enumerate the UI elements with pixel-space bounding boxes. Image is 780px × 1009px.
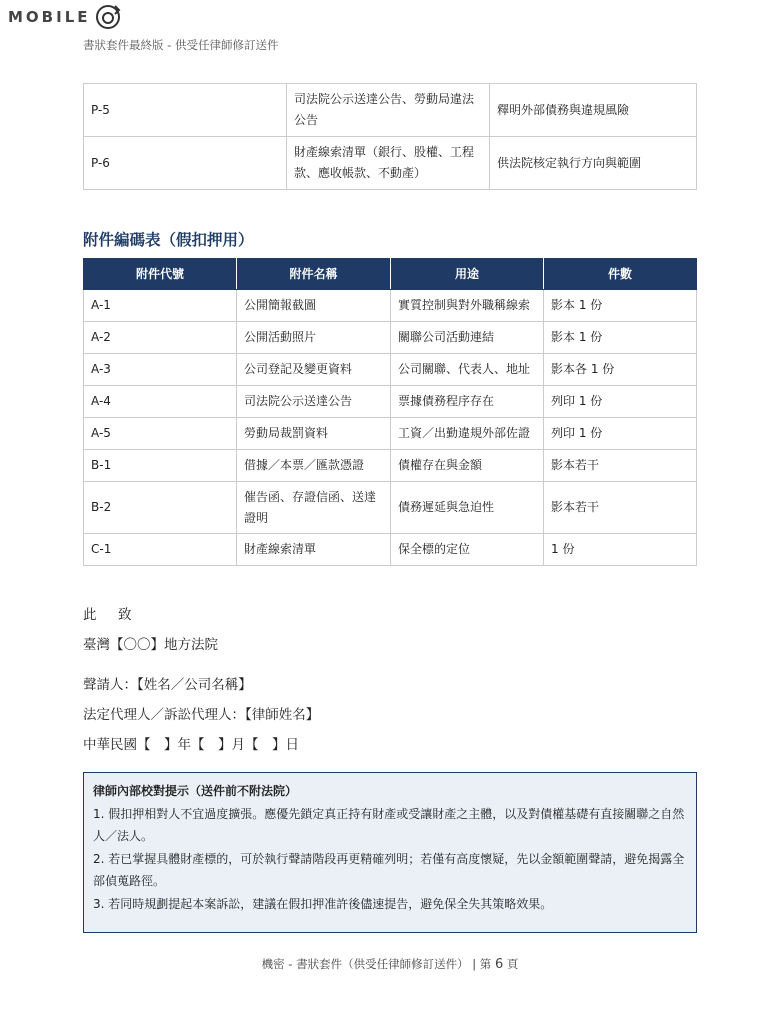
salutation: 此 致 (83, 607, 136, 623)
cell-name: 催告函、存證信函、送達證明 (237, 482, 391, 534)
applicant-line: 聲請人：【姓名／公司名稱】 (83, 677, 252, 693)
table-row (84, 84, 697, 137)
table-row (84, 386, 697, 418)
footer-page-prefix: | 第 (472, 957, 492, 971)
page-footer (0, 956, 780, 972)
cell-name: 財產線索清單 (237, 534, 391, 566)
cell-purpose: 工資／出勤違規外部佐證 (391, 418, 544, 450)
note-item: 2. 若已掌握具體財產標的，可於執行聲請階段再更精確列明；若僅有高度懷疑，先以金額範圍聲請，避免揭露全部偵蒐路徑。 (93, 851, 685, 888)
cell-name: 司法院公示送達公告 (237, 386, 391, 418)
header-name: 附件名稱 (237, 259, 391, 290)
document-header: 書狀套件最終版 - 供受任律師修訂送件 (83, 38, 279, 52)
cell-purpose: 公司關聯、代表人、地址 (391, 354, 544, 386)
cell-name: 公司登記及變更資料 (237, 354, 391, 386)
section-title: 附件編碼表（假扣押用） (83, 231, 254, 249)
site-logo (8, 4, 121, 30)
table-row (84, 418, 697, 450)
cell-count: 列印 1 份 (544, 386, 697, 418)
cell-name: 財產線索清單（銀行、股權、工程款、應收帳款、不動產） (287, 137, 490, 190)
cell-purpose: 供法院核定執行方向與範圍 (490, 137, 697, 190)
cell-code: A-3 (84, 354, 237, 386)
header-count: 件數 (544, 259, 697, 290)
cell-code: A-4 (84, 386, 237, 418)
court-name: 臺灣【〇〇】地方法院 (83, 637, 218, 653)
cell-purpose: 關聯公司活動連結 (391, 322, 544, 354)
cell-purpose: 保全標的定位 (391, 534, 544, 566)
footer-page-suffix: 頁 (506, 957, 519, 971)
header-purpose: 用途 (391, 259, 544, 290)
note-item: 1. 假扣押相對人不宜過度擴張。應優先鎖定真正持有財產或受讓財產之主體，以及對債權基礎有直接關聯之自然人／法人。 (93, 806, 685, 843)
cell-code: C-1 (84, 534, 237, 566)
cell-purpose: 實質控制與對外職稱線索 (391, 290, 544, 322)
table-row (84, 450, 697, 482)
cell-purpose: 債務遲延與急迫性 (391, 482, 544, 534)
mobile01-logo-icon (95, 4, 121, 30)
cell-count: 影本若干 (544, 482, 697, 534)
header-code: 附件代號 (84, 259, 237, 290)
cell-purpose: 債權存在與金額 (391, 450, 544, 482)
cell-name: 司法院公示送達公告、勞動局違法公告 (287, 84, 490, 137)
table-row (84, 354, 697, 386)
cell-count: 影本各 1 份 (544, 354, 697, 386)
cell-code: A-5 (84, 418, 237, 450)
agent-line: 法定代理人／訴訟代理人：【律師姓名】 (83, 707, 320, 723)
cell-code: B-2 (84, 482, 237, 534)
table-row (84, 137, 697, 190)
cell-count: 列印 1 份 (544, 418, 697, 450)
internal-review-note (83, 772, 697, 933)
cell-count: 影本 1 份 (544, 322, 697, 354)
evidence-table-continued (83, 83, 697, 190)
cell-purpose: 票據債務程序存在 (391, 386, 544, 418)
table-row (84, 482, 697, 534)
cell-code: P-6 (84, 137, 287, 190)
table-row (84, 290, 697, 322)
cell-count: 1 份 (544, 534, 697, 566)
cell-count: 影本若干 (544, 450, 697, 482)
footer-text: 機密 - 書狀套件（供受任律師修訂送件） (261, 957, 469, 971)
note-title: 律師內部校對提示（送件前不附法院） (93, 784, 298, 798)
table-header-row (84, 259, 697, 290)
cell-name: 借據／本票／匯款憑證 (237, 450, 391, 482)
logo-text: MOBILE (8, 8, 91, 26)
cell-code: A-1 (84, 290, 237, 322)
cell-name: 公開活動照片 (237, 322, 391, 354)
cell-code: P-5 (84, 84, 287, 137)
cell-count: 影本 1 份 (544, 290, 697, 322)
cell-name: 勞動局裁罰資料 (237, 418, 391, 450)
cell-purpose: 釋明外部債務與違規風險 (490, 84, 697, 137)
cell-name: 公開簡報截圖 (237, 290, 391, 322)
cell-code: B-1 (84, 450, 237, 482)
cell-code: A-2 (84, 322, 237, 354)
date-line: 中華民國【 】年【 】月【 】日 (83, 737, 299, 753)
page-number: 6 (494, 957, 504, 972)
table-row (84, 322, 697, 354)
note-item: 3. 若同時規劃提起本案訴訟，建議在假扣押准許後儘速提告，避免保全失其策略效果。 (93, 896, 553, 911)
table-row (84, 534, 697, 566)
attachment-table (83, 258, 697, 566)
